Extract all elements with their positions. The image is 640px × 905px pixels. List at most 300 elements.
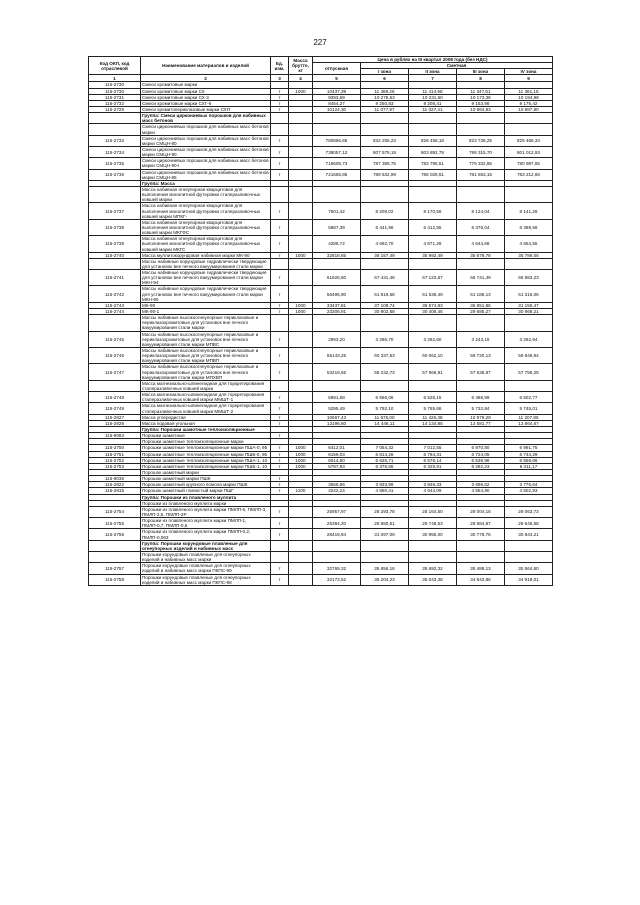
row-name: Масса набивная огнеупорная кварцитовая для выполнения монолитной футеровки сталеразливочных ковшей марки МКГФС	[141, 219, 271, 235]
row-code: 115-2736	[89, 169, 141, 180]
row-price-zone-1: 6 626,71	[361, 457, 409, 463]
row-price-zone-1	[361, 540, 409, 551]
row-price-zone-1: 4 850,41	[361, 488, 409, 494]
row-unit	[271, 540, 289, 551]
header-zone-4: IV зона	[505, 69, 553, 75]
row-unit: т	[271, 88, 289, 94]
row-price-zone-2: 6 764,31	[409, 451, 457, 457]
row-price-zone-3: 6 376,04	[457, 219, 505, 235]
row-mass	[289, 113, 313, 124]
col-num-5: 5	[313, 75, 361, 82]
row-name: Массы набивные корундовые гидравлически твердеющие для установок вне печного вакуумирования стали марки МКН-94	[141, 270, 271, 286]
row-price-release	[313, 124, 361, 135]
row-price-zone-3: 61 186,13	[457, 286, 505, 302]
row-price-release: 32818,65	[313, 252, 361, 258]
row-name: Смеси циркониевых порошков для набивных масс бетонов марки СМЦН-80	[142, 135, 269, 146]
row-name: Группа: Порошки корундовые плавленые для огнеупорных изделий и набивных масс	[141, 540, 271, 551]
row-mass: 1000	[289, 88, 313, 94]
row-price-zone-1	[361, 380, 409, 391]
row-price-zone-4: 30 844,21	[505, 529, 553, 540]
row-price-release: 10667,43	[313, 414, 361, 420]
row-price-zone-4: 13 864,67	[505, 420, 553, 426]
row-price-zone-1: 67 431,48	[361, 270, 409, 286]
row-mass	[289, 518, 313, 529]
row-price-zone-2: 786 028,51	[409, 169, 457, 180]
row-name: Порошки корундовые плавленые для огнеупорных изделий и набивных масс марки ПКПС-99	[141, 563, 271, 574]
row-mass	[289, 146, 313, 157]
row-unit: т	[271, 414, 289, 420]
row-price-release: 9393,69	[313, 94, 361, 100]
row-price-release: 721655,86	[313, 169, 361, 180]
row-price-zone-1: 789 632,99	[361, 169, 409, 180]
row-price-zone-2: 28 164,50	[409, 506, 457, 517]
row-unit: т	[271, 203, 289, 219]
row-name: Массы набивные высокоогнеупорные периклазовые и периклазохромитовые для установок вне печного вакуумирования стали марки МПХВП	[141, 364, 271, 380]
table-row	[89, 315, 553, 331]
row-price-zone-2: 3 262,60	[409, 331, 457, 347]
row-unit	[271, 380, 289, 391]
row-price-zone-3: 36 851,86	[457, 302, 505, 308]
row-code	[89, 551, 141, 562]
table-row	[89, 392, 553, 403]
row-price-zone-3	[457, 258, 505, 269]
row-unit: т	[271, 574, 289, 585]
row-code: 115-2758	[89, 574, 141, 585]
row-price-zone-2: 35 692,32	[409, 563, 457, 574]
row-name: Смеси хромитопериклазовые марки СХП	[141, 106, 271, 112]
row-code: 115-2756	[89, 529, 141, 540]
row-unit: т	[271, 348, 289, 364]
row-price-zone-3	[457, 186, 505, 202]
row-code	[89, 315, 141, 331]
row-price-release	[313, 380, 361, 391]
row-price-release: 719605,73	[313, 158, 361, 169]
row-price-zone-2	[409, 258, 457, 269]
row-mass	[289, 403, 313, 414]
row-price-zone-4: 6 389,58	[505, 219, 553, 235]
row-price-zone-3	[457, 315, 505, 331]
row-code: 115-2752	[89, 457, 141, 463]
row-name: Масса муллитокорундовая набивная марки МК-90	[141, 252, 271, 258]
row-name: Смеси циркониевых порошков для набивных масс бетонов марки СМЦН-90	[142, 146, 269, 158]
row-code: 115-2751	[89, 451, 141, 457]
row-price-zone-4: 4 502,93	[505, 488, 553, 494]
row-mass: 1000	[289, 302, 313, 308]
row-code: 115-2730	[89, 82, 141, 88]
table-row	[89, 146, 553, 157]
row-code	[89, 186, 141, 202]
row-unit: т	[271, 445, 289, 451]
row-price-release: 760856,66	[313, 135, 361, 146]
row-price-zone-4: 6 991,75	[505, 445, 553, 451]
row-price-zone-1: 787 389,75	[361, 158, 409, 169]
row-mass	[289, 270, 313, 286]
table-row	[89, 203, 553, 219]
row-price-zone-1: 4 692,70	[361, 236, 409, 252]
table-row	[89, 403, 553, 414]
row-price-zone-3: 6 970,80	[457, 445, 505, 451]
row-mass	[289, 236, 313, 252]
row-price-zone-2: 4 644,09	[409, 488, 457, 494]
table-row	[89, 219, 553, 235]
table-row	[89, 124, 553, 135]
row-price-zone-3: 35 678,78	[457, 252, 505, 258]
row-price-zone-2: 4 671,28	[409, 236, 457, 252]
row-price-release	[313, 186, 361, 202]
row-code: 115-2815	[89, 488, 141, 494]
row-price-zone-3: 10 173,38	[457, 94, 505, 100]
row-name: Масса подовая угольная	[141, 420, 271, 426]
row-price-zone-1: 35 204,23	[361, 574, 409, 585]
row-unit: т	[271, 106, 289, 112]
row-name: Масса углеродистая	[141, 414, 271, 420]
table-row	[89, 551, 553, 562]
row-price-release	[313, 315, 361, 331]
row-price-zone-3	[457, 113, 505, 124]
row-unit: т	[271, 476, 289, 482]
row-price-zone-3	[457, 124, 505, 135]
table-row	[89, 286, 553, 302]
row-price-zone-4: 6 744,29	[505, 451, 553, 457]
row-price-zone-1: 37 108,74	[361, 302, 409, 308]
row-name: Порошки из плавленого муллита марки	[141, 500, 271, 506]
row-price-zone-1: 14 446,11	[361, 420, 409, 426]
row-mass	[289, 529, 313, 540]
row-unit: т	[271, 236, 289, 252]
row-name: Смеси хромитовые марки СХГ-6	[141, 100, 271, 106]
row-code: 115-2741	[89, 270, 141, 286]
row-code: 115-2746	[89, 348, 141, 364]
row-mass	[289, 380, 313, 391]
row-code	[89, 124, 141, 135]
row-price-zone-2	[409, 540, 457, 551]
row-code: 115-2750	[89, 445, 141, 451]
row-name: МК-90-1	[141, 309, 271, 315]
row-price-zone-3: 3 243,16	[457, 331, 505, 347]
row-mass	[289, 135, 313, 146]
table-row	[89, 158, 553, 169]
row-code: 115-2730	[89, 88, 141, 94]
row-price-zone-1: 832 255,23	[361, 135, 409, 146]
row-price-zone-3: 10 979,29	[457, 414, 505, 420]
row-unit: т	[271, 219, 289, 235]
row-price-zone-2	[409, 551, 457, 562]
table-body	[89, 82, 553, 585]
row-unit: т	[271, 392, 289, 403]
row-code: 115-2731	[89, 94, 141, 100]
table-row	[89, 506, 553, 517]
row-price-release: 6412,01	[313, 445, 361, 451]
row-name: Смеси хромитовые марки СХ-3	[141, 94, 271, 100]
row-code	[89, 113, 141, 124]
row-price-zone-2	[409, 315, 457, 331]
row-price-zone-4: 28 063,73	[505, 506, 553, 517]
row-price-zone-4	[505, 540, 553, 551]
row-mass: 1000	[289, 451, 313, 457]
row-price-zone-4	[505, 186, 553, 202]
row-price-zone-1: 11 077,97	[361, 106, 409, 112]
header-unit: Ед. изм.	[271, 57, 289, 75]
row-price-zone-1	[361, 124, 409, 135]
row-price-zone-3: 5 732,84	[457, 403, 505, 414]
row-price-zone-3: 13 581,77	[457, 420, 505, 426]
row-name: Порошки корундовые плавленые для огнеупорных изделий и набивных масс марки	[141, 551, 271, 562]
row-price-zone-2: 783 795,51	[409, 158, 457, 169]
row-price-zone-2: 30 406,46	[409, 309, 457, 315]
row-price-zone-2: 8 170,56	[409, 203, 457, 219]
row-mass	[289, 124, 313, 135]
col-num-4: 4	[289, 75, 313, 82]
row-price-release: 26384,20	[313, 518, 361, 529]
row-price-zone-4: 57 759,25	[505, 364, 553, 380]
row-price-release: 28419,94	[313, 529, 361, 540]
row-price-zone-4: 783 212,66	[505, 169, 553, 180]
row-name: Смеси хромитовые марки	[141, 82, 271, 88]
row-name: Порошки из плавленого муллита марки ПМЛП-5, ПМЛП-3, ПМЛП-2,5, ПМЛП-2Р	[141, 506, 271, 517]
row-price-zone-4: 59 846,94	[505, 348, 553, 364]
row-unit: т	[271, 252, 289, 258]
row-price-zone-2: 35 992,49	[409, 252, 457, 258]
row-code: 115-2729	[89, 106, 141, 112]
row-price-zone-3: 29 685,27	[457, 309, 505, 315]
row-name: Массы набивные корундовые гидравлически твердеющие для установок вне печного вакуумирования стали марки МКН-90	[141, 286, 271, 302]
group-row	[89, 540, 553, 551]
row-code: 115-2826	[89, 420, 141, 426]
row-code: 115-9063	[89, 433, 141, 439]
header-release: отпускная	[313, 63, 361, 75]
row-name: Порошок шамотный марки ПШК	[141, 476, 271, 482]
row-price-zone-1: 61 819,58	[361, 286, 409, 302]
row-name: МК-90	[141, 302, 271, 308]
row-price-release	[313, 540, 361, 551]
row-unit: т	[271, 403, 289, 414]
row-price-zone-4: 6 311,17	[505, 463, 553, 469]
row-price-zone-4	[505, 551, 553, 562]
row-price-zone-2: 3 849,33	[409, 482, 457, 488]
row-price-release: 10124,30	[313, 106, 361, 112]
row-name: Порошки из плавленого муллита марки ПМЛП-1, ПМЛП-0,7, ПМЛП-0,5	[141, 518, 271, 529]
row-price-zone-2: 67 123,67	[409, 270, 457, 286]
row-price-release: 10437,39	[313, 88, 361, 94]
row-code: 115-2744	[89, 309, 141, 315]
table-row	[89, 331, 553, 347]
row-price-zone-2	[409, 380, 457, 391]
row-price-zone-1	[361, 258, 409, 269]
row-unit: т	[271, 94, 289, 100]
row-unit: т	[271, 506, 289, 517]
row-price-release: 738057,12	[313, 146, 361, 157]
row-unit: т	[271, 451, 289, 457]
row-mass: 1000	[289, 445, 313, 451]
row-price-zone-4: 11 207,85	[505, 414, 553, 420]
row-price-zone-3: 799 315,70	[457, 146, 505, 157]
row-price-release: 8454,27	[313, 100, 361, 106]
header-zone-1: I зона	[361, 69, 409, 75]
row-unit: т	[271, 286, 289, 302]
row-price-zone-1: 9 250,83	[361, 100, 409, 106]
row-price-zone-3	[457, 540, 505, 551]
row-mass	[289, 315, 313, 331]
row-mass	[289, 348, 313, 364]
row-price-zone-2: 11 414,98	[409, 88, 457, 94]
row-name: Порошки шамотные теплоизоляционные марки ПШБ-0, 95	[141, 451, 271, 457]
row-price-zone-1: 6 556,06	[361, 392, 409, 403]
row-price-zone-1: 36 157,49	[361, 252, 409, 258]
row-price-zone-4: 10 194,98	[505, 94, 553, 100]
row-name: Порошки шамотные теплоизоляционные марки ПШБ-1, 10	[141, 463, 271, 469]
row-price-zone-4: 3 776,64	[505, 482, 553, 488]
col-num-8: 8	[457, 75, 505, 82]
row-price-zone-4: 11 381,15	[505, 88, 553, 94]
row-price-zone-4: 30 968,21	[505, 309, 553, 315]
row-price-zone-3: 9 153,98	[457, 100, 505, 106]
row-name: Массы набивные высокоогнеупорные периклазовые и периклазохромитовые для установок вне печного вакуумирования стали марки МПВП	[141, 348, 271, 364]
row-price-release: 61626,50	[313, 270, 361, 286]
row-unit: т	[271, 433, 289, 439]
row-price-release: 5295,49	[313, 403, 361, 414]
row-price-zone-2: 14 134,85	[409, 420, 457, 426]
row-code: 115-2733	[89, 135, 141, 146]
row-unit: т	[271, 529, 289, 540]
row-price-zone-2: 7 012,55	[409, 445, 457, 451]
row-price-zone-1: 35 856,16	[361, 563, 409, 574]
row-price-zone-3: 4 644,68	[457, 236, 505, 252]
row-price-zone-4: 6 502,77	[505, 392, 553, 403]
row-price-zone-1: 58 232,73	[361, 364, 409, 380]
row-price-zone-2: 30 955,00	[409, 529, 457, 540]
row-price-zone-4: 801 012,93	[505, 146, 553, 157]
row-price-zone-2: 11 027,41	[409, 106, 457, 112]
row-price-release: 53219,65	[313, 364, 361, 380]
row-price-zone-4: 35 786,06	[505, 252, 553, 258]
header-zone-2: II зона	[409, 69, 457, 75]
row-price-release: 56496,90	[313, 286, 361, 302]
row-price-zone-2: 61 536,49	[409, 286, 457, 302]
row-unit	[271, 551, 289, 562]
row-price-release: 2993,20	[313, 331, 361, 347]
row-price-zone-3	[457, 380, 505, 391]
row-code: 115-2749	[89, 403, 141, 414]
row-unit: т	[271, 158, 289, 169]
row-code: 115-2737	[89, 203, 141, 219]
table-row	[89, 236, 553, 252]
row-name: Смеси циркониевых порошков для набивных масс бетонов марки СМЦН-85	[142, 169, 269, 180]
row-mass	[289, 286, 313, 302]
row-price-zone-3: 35 489,13	[457, 563, 505, 574]
row-name: Порошок шамотный крупного помола марки ПШК	[141, 482, 271, 488]
header-price-title: Цена в рублях на III квартал 2008 года (без НДС)	[313, 57, 553, 63]
table-row	[89, 529, 553, 540]
row-price-release: 4242,24	[313, 488, 361, 494]
row-price-zone-4: 34 918,01	[505, 574, 553, 585]
row-price-zone-3: 8 124,04	[457, 203, 505, 219]
row-mass	[289, 392, 313, 403]
row-code: 115-2822	[89, 482, 141, 488]
row-price-release: 5991,58	[313, 392, 361, 403]
row-mass	[289, 169, 313, 180]
row-mass	[289, 364, 313, 380]
row-price-release: 32173,52	[313, 574, 361, 585]
row-price-zone-2: 6 578,14	[409, 457, 457, 463]
row-code: 115-2735	[89, 158, 141, 169]
col-num-2: 2	[141, 75, 271, 82]
row-price-zone-4: 31 156,47	[505, 302, 553, 308]
table-row	[89, 270, 553, 286]
table-row	[89, 135, 553, 146]
row-unit: т	[271, 169, 289, 180]
row-mass: 1100	[289, 488, 313, 494]
row-price-zone-2	[409, 124, 457, 135]
page-number: 227	[313, 38, 327, 47]
row-price-zone-3: 28 584,87	[457, 518, 505, 529]
row-price-zone-1: 7 054,32	[361, 445, 409, 451]
table-row	[89, 574, 553, 585]
price-table	[88, 56, 553, 586]
row-price-zone-3: 66 741,49	[457, 270, 505, 286]
row-mass	[289, 563, 313, 574]
row-price-release: 3565,56	[313, 482, 361, 488]
row-unit: т	[271, 563, 289, 574]
col-num-7: 7	[409, 75, 457, 82]
row-price-release: 4288,72	[313, 236, 361, 252]
row-price-zone-1: 60 337,53	[361, 348, 409, 364]
row-price-zone-1: 10 278,53	[361, 94, 409, 100]
group-row	[89, 113, 553, 124]
row-unit	[271, 186, 289, 202]
row-name: Масса магнезиально-шпинелидная для торкретирования сталеразливочных ковшей марки ММШТ-1	[141, 392, 271, 403]
row-price-zone-1: 6 441,96	[361, 219, 409, 235]
row-code	[89, 380, 141, 391]
row-price-zone-2	[409, 186, 457, 202]
row-unit: т	[271, 463, 289, 469]
row-price-release: 5887,39	[313, 219, 361, 235]
table-row	[89, 364, 553, 380]
row-price-zone-4: 5 745,01	[505, 403, 553, 414]
row-mass	[289, 540, 313, 551]
row-unit	[271, 113, 289, 124]
row-price-zone-4: 9 175,42	[505, 100, 553, 106]
row-price-release: 5787,93	[313, 463, 361, 469]
row-price-zone-2: 57 966,91	[409, 364, 457, 380]
row-price-zone-3: 30 778,76	[457, 529, 505, 540]
row-name: Масса набивная огнеупорная кварцитовая для выполнения монолитной футеровки сталеразливочных ковшей марки МПКГ-	[141, 203, 271, 219]
row-price-zone-3: 6 538,98	[457, 457, 505, 463]
header-name: Наименование материалов и изделий	[141, 57, 271, 75]
row-price-zone-2: 10 231,60	[409, 94, 457, 100]
header-code: Код ОКП, код отраслевой	[89, 57, 141, 75]
row-price-zone-1: 5 792,10	[361, 403, 409, 414]
row-price-zone-1: 6 376,65	[361, 463, 409, 469]
row-price-zone-3: 10 964,83	[457, 106, 505, 112]
row-mass	[289, 574, 313, 585]
row-unit: т	[271, 135, 289, 146]
row-name: Порошки шамотные теплоизоляционные марки ПША-1, 10	[141, 457, 271, 463]
row-price-zone-3: 6 488,99	[457, 392, 505, 403]
row-price-release: 32769,32	[313, 563, 361, 574]
row-price-release: 23306,91	[313, 309, 361, 315]
row-unit: т	[271, 146, 289, 157]
header-mass: Масса брутто, кг	[289, 57, 313, 75]
row-code: 115-2743	[89, 302, 141, 308]
row-price-zone-4: 780 987,65	[505, 158, 553, 169]
row-price-zone-1: 28 880,51	[361, 518, 409, 529]
row-price-zone-4: 61 316,06	[505, 286, 553, 302]
row-price-zone-3: 779 332,86	[457, 158, 505, 169]
row-unit: т	[271, 420, 289, 426]
row-unit	[271, 124, 289, 135]
row-price-release: 25957,97	[313, 506, 361, 517]
row-name: Массы набивные корундовые гидравлически твердеющие для установок вне печного вакуумирования стали марки	[141, 258, 271, 269]
